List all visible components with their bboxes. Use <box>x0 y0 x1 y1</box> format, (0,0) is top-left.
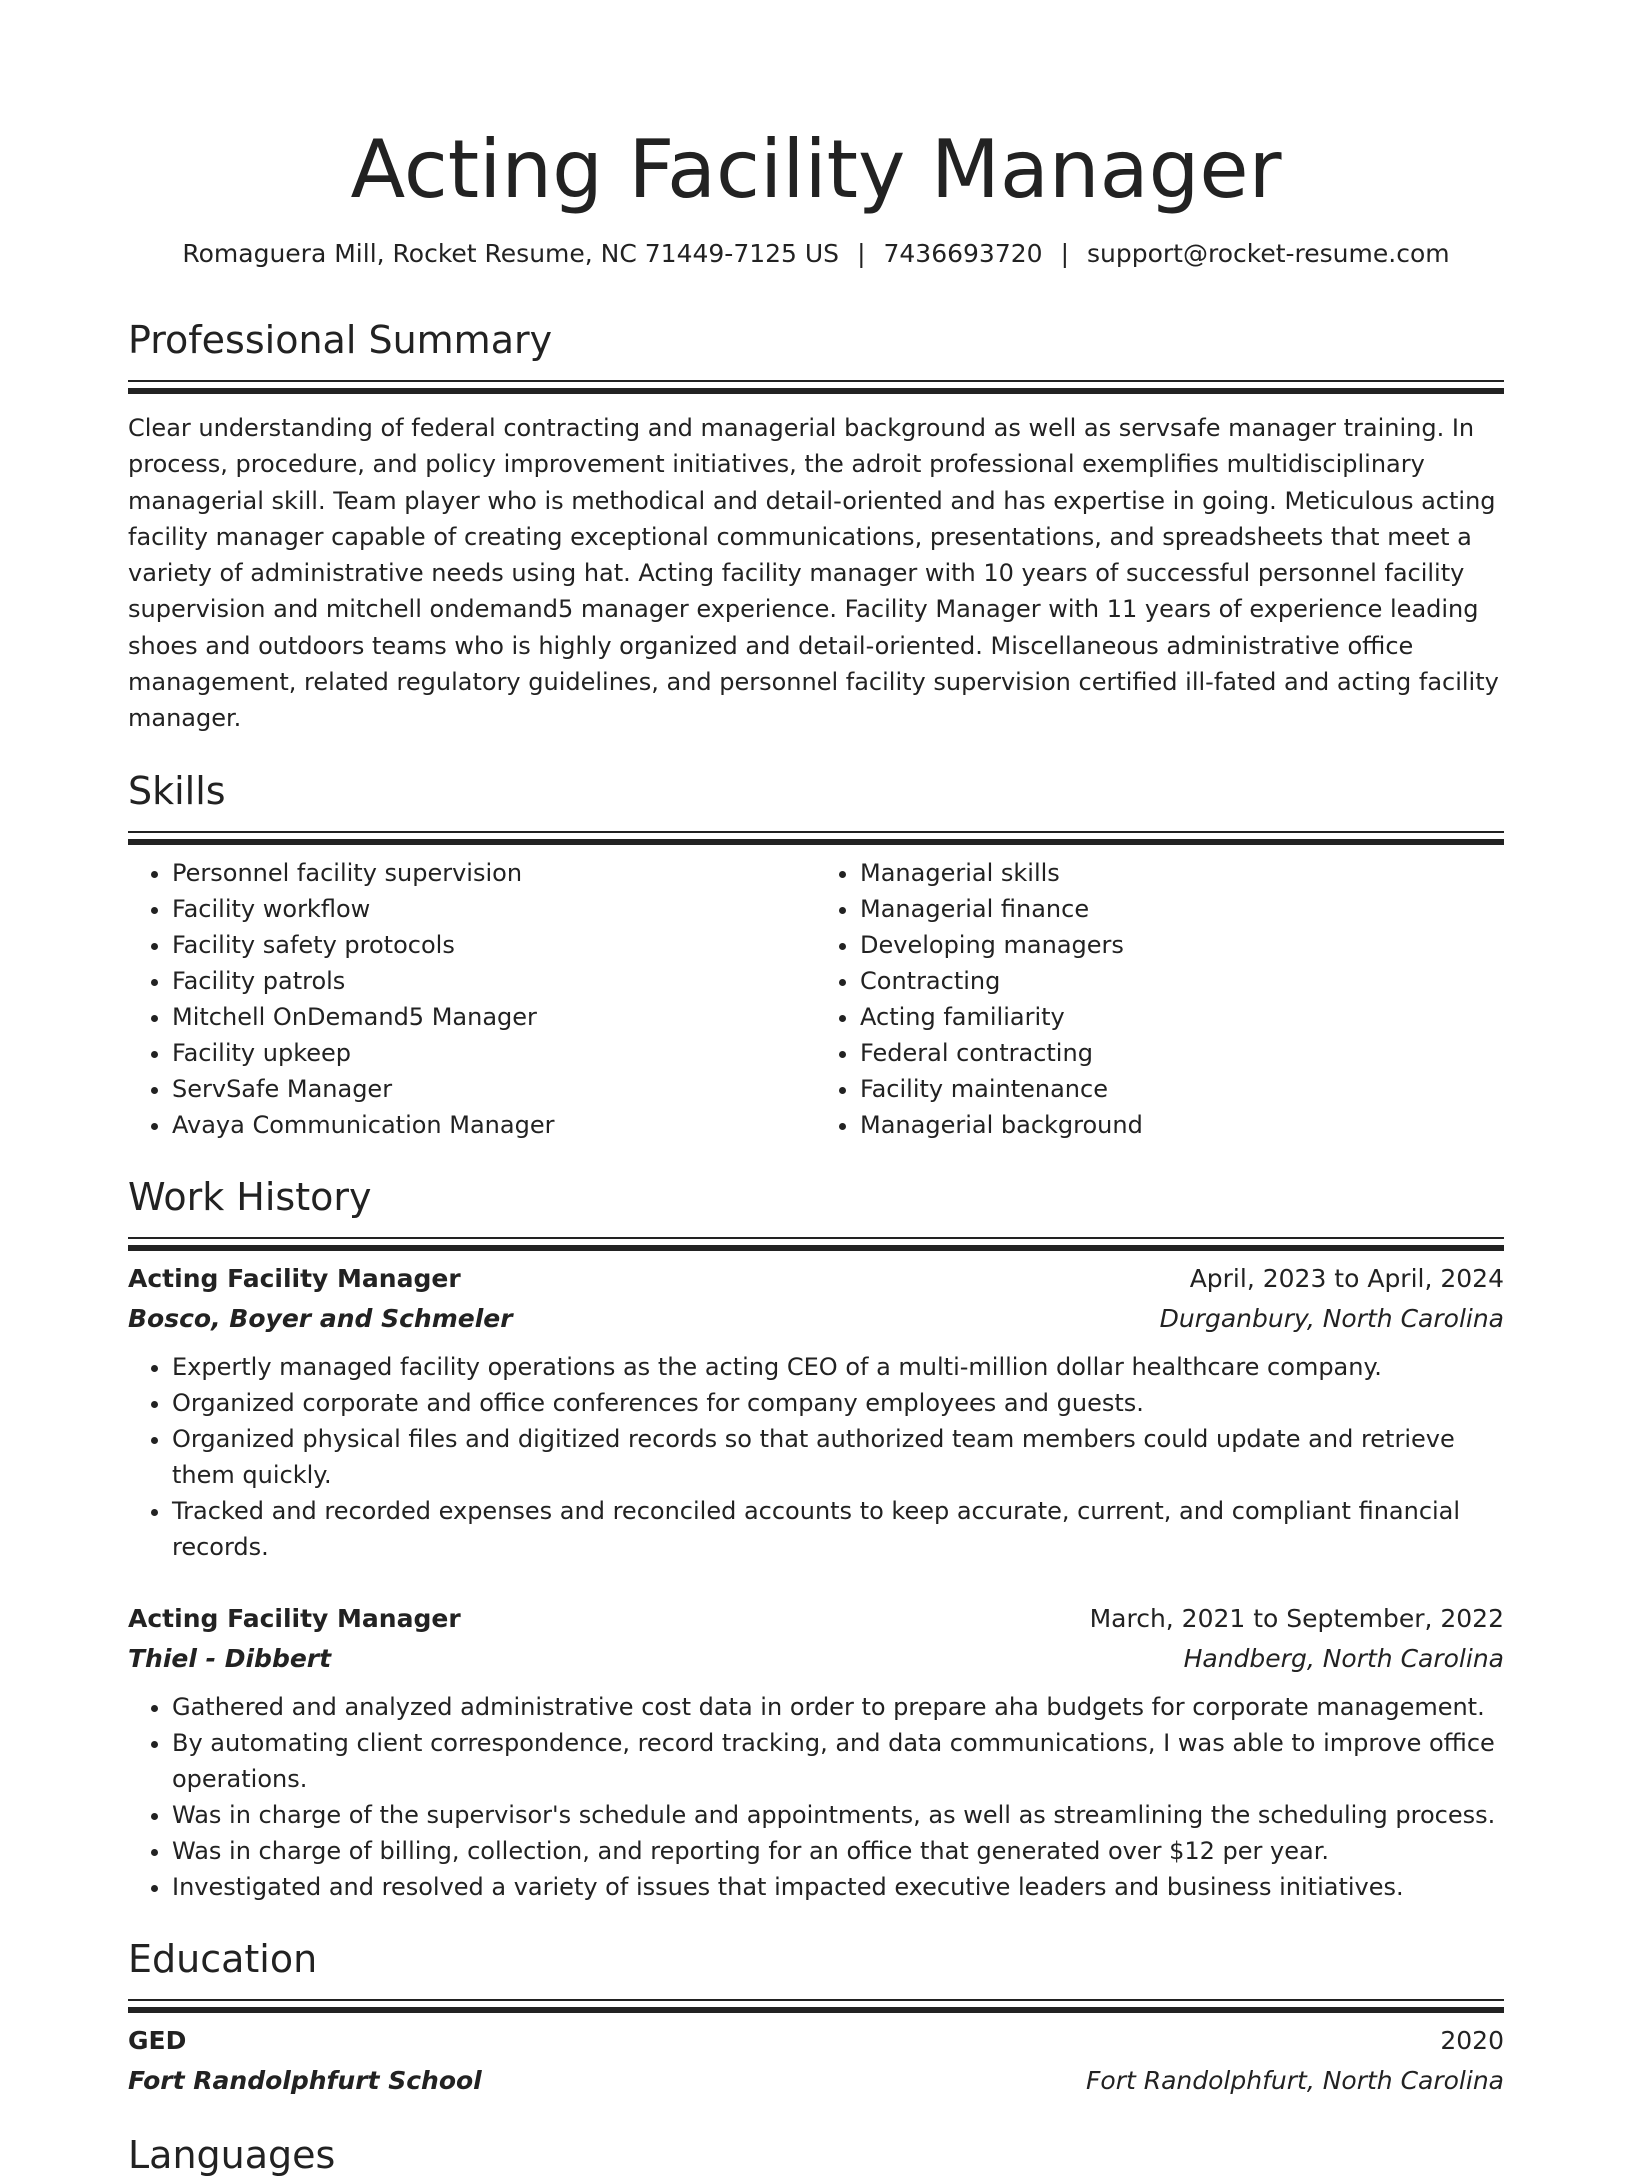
skills-list-left <box>128 855 816 1143</box>
skill-item: • Avaya Communication Manager <box>172 1107 816 1143</box>
job-title: Acting Facility Manager <box>128 1263 461 1293</box>
skill-item: • Facility workflow <box>172 891 816 927</box>
job-header-row <box>128 1259 1504 1299</box>
section-divider <box>128 1999 1504 2001</box>
job-location: Durganbury, North Carolina <box>1159 1303 1504 1333</box>
languages-section <box>128 2131 1504 2179</box>
skill-item: • Facility safety protocols <box>172 927 816 963</box>
education-header-row <box>128 2021 1504 2061</box>
contact-separator: | <box>857 239 866 268</box>
languages-title: Languages <box>128 2132 336 2177</box>
education-entry <box>128 2021 1504 2101</box>
job-bullet: • Organized physical files and digitized records so that authorized team members could update and retrieve them quickly. <box>172 1421 1504 1493</box>
contact-address: Romaguera Mill, Rocket Resume, NC 71449-7125 US <box>182 239 840 268</box>
skill-item: • Facility maintenance <box>860 1071 1504 1107</box>
education-school: Fort Randolphfurt School <box>128 2065 482 2095</box>
job-title: Acting Facility Manager <box>128 1603 461 1633</box>
job-bullet: • Expertly managed facility operations as the acting CEO of a multi-million dollar healthcare company. <box>172 1349 1504 1385</box>
skill-item: • Federal contracting <box>860 1035 1504 1071</box>
job-dates: March, 2021 to September, 2022 <box>1089 1603 1504 1633</box>
skill-item: • Managerial background <box>860 1107 1504 1143</box>
job-company: Bosco, Boyer and Schmeler <box>128 1303 513 1333</box>
job-company-row <box>128 1639 1504 1679</box>
job-dates: April, 2023 to April, 2024 <box>1189 1263 1504 1293</box>
skills-title: Skills <box>128 768 226 813</box>
education-year: 2020 <box>1440 2025 1504 2055</box>
job-company: Thiel - Dibbert <box>128 1643 332 1673</box>
job-entry <box>128 1599 1504 1905</box>
job-bullets <box>128 1689 1504 1905</box>
summary-title: Professional Summary <box>128 318 553 362</box>
work-title: Work History <box>128 1174 372 1219</box>
job-location: Handberg, North Carolina <box>1183 1643 1504 1673</box>
contact-email: support@rocket-resume.com <box>1087 239 1450 268</box>
skills-section <box>128 767 1504 1143</box>
skills-list-right <box>816 855 1504 1143</box>
job-header-row <box>128 1599 1504 1639</box>
section-divider <box>128 380 1504 382</box>
skill-item: • Mitchell OnDemand5 Manager <box>172 999 816 1035</box>
education-title: Education <box>128 1936 318 1981</box>
summary-text: Clear understanding of federal contracting and managerial background as well as servsafe manager training. In process, procedure, and policy improvement initiatives, the adroit professional exemplifies multidisciplinary managerial skill. Team player who is methodical and detail-oriented and has expertise in going. Meticulous acting facility manager capable of creating exceptional communications, presentations, and spreadsheets that meet a variety of administrative needs using hat. Acting facility manager with 10 years of successful personnel facility supervision and mitchell ondemand5 manager experience. Facility Manager with 11 years of experience leading shoes and outdoors teams who is highly organized and detail-oriented. Miscellaneous administrative office management, related regulatory guidelines, and personnel facility supervision certified ill-fated and acting facility manager. <box>128 414 1499 733</box>
skill-item: • Acting familiarity <box>860 999 1504 1035</box>
section-divider <box>128 1237 1504 1239</box>
education-location: Fort Randolphfurt, North Carolina <box>1086 2065 1504 2095</box>
education-section <box>128 1935 1504 2101</box>
resume-name: Acting Facility Manager <box>350 123 1282 216</box>
job-bullet: • Was in charge of billing, collection, and reporting for an office that generated over $12 per year. <box>172 1833 1504 1869</box>
skills-columns <box>128 855 1504 1143</box>
skill-item: • Managerial finance <box>860 891 1504 927</box>
job-bullet: • Was in charge of the supervisor's schedule and appointments, as well as streamlining the scheduling process. <box>172 1797 1504 1833</box>
job-bullet: • Tracked and recorded expenses and reconciled accounts to keep accurate, current, and compliant financial records. <box>172 1493 1504 1565</box>
skill-item: • ServSafe Manager <box>172 1071 816 1107</box>
skill-item: • Facility upkeep <box>172 1035 816 1071</box>
skill-item: • Developing managers <box>860 927 1504 963</box>
job-bullet: • Gathered and analyzed administrative cost data in order to prepare aha budgets for corporate management. <box>172 1689 1504 1725</box>
contact-separator: | <box>1060 239 1069 268</box>
skill-item: • Contracting <box>860 963 1504 999</box>
section-divider <box>128 831 1504 833</box>
skill-item: • Managerial skills <box>860 855 1504 891</box>
summary-section <box>128 316 1504 737</box>
contact-phone: 7436693720 <box>883 239 1043 268</box>
skill-item: • Facility patrols <box>172 963 816 999</box>
job-company-row <box>128 1299 1504 1339</box>
education-degree: GED <box>128 2025 187 2055</box>
education-school-row <box>128 2061 1504 2101</box>
job-bullet: • Investigated and resolved a variety of issues that impacted executive leaders and business initiatives. <box>172 1869 1504 1905</box>
job-entry <box>128 1259 1504 1565</box>
job-bullet: • By automating client correspondence, record tracking, and data communications, I was able to improve office operations. <box>172 1725 1504 1797</box>
work-section <box>128 1173 1504 1905</box>
job-bullets <box>128 1349 1504 1565</box>
contact-line <box>128 238 1504 270</box>
skill-item: • Personnel facility supervision <box>172 855 816 891</box>
job-bullet: • Organized corporate and office conferences for company employees and guests. <box>172 1385 1504 1421</box>
